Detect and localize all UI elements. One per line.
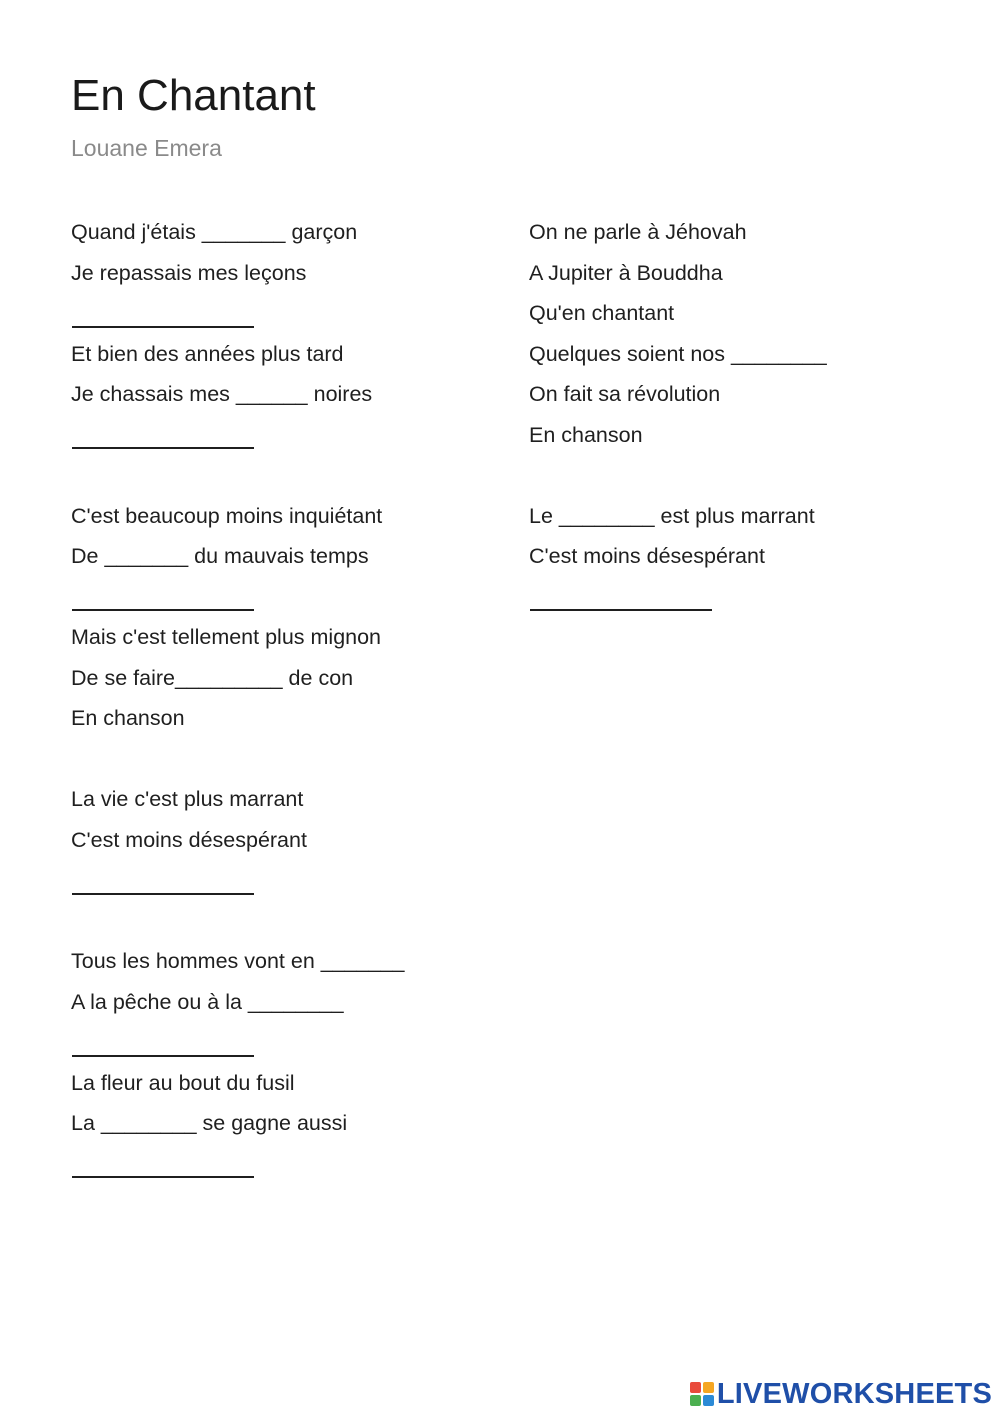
answer-blank-line (71, 860, 404, 901)
lyric-line: A la pêche ou à la ________ (71, 989, 344, 1014)
page-title: En Chantant (71, 71, 316, 120)
logo-square (703, 1382, 714, 1393)
lyric-line: C'est moins désespérant (529, 544, 765, 568)
logo-text: LIVEWORKSHEETS (716, 1378, 992, 1410)
lyric-line: La fleur au bout du fusil (71, 1070, 295, 1095)
liveworksheets-logo (690, 1379, 992, 1409)
logo-square (690, 1395, 701, 1406)
stanza-gap (71, 901, 404, 942)
answer-blank-line (529, 577, 827, 618)
liveworksheets-logo-icon (690, 1382, 714, 1406)
lyric-line: A Jupiter à Bouddha (529, 260, 723, 285)
lyric-line: Qu'en chantant (529, 301, 675, 325)
answer-blank-line (71, 1144, 404, 1185)
stanza-gap (71, 739, 404, 780)
lyric-line: De se faire_________ de con (71, 665, 354, 690)
lyrics-left-column (71, 212, 404, 1184)
lyric-line: On ne parle à Jéhovah (529, 220, 747, 244)
logo-square (703, 1395, 714, 1406)
stanza-gap (529, 455, 827, 496)
lyrics-right-column (529, 212, 827, 617)
lyric-line: Mais c'est tellement plus mignon (71, 625, 382, 649)
lyric-line: Et bien des années plus tard (71, 341, 344, 366)
blank-underline[interactable] (72, 326, 254, 328)
logo-square (690, 1382, 701, 1393)
answer-blank-line (71, 415, 404, 456)
lyric-line: La vie c'est plus marrant (71, 787, 304, 811)
artist-name: Louane Emera (71, 135, 222, 161)
blank-underline[interactable] (530, 609, 712, 611)
lyric-line: En chanson (71, 706, 185, 730)
blank-underline[interactable] (72, 447, 254, 449)
blank-underline[interactable] (72, 893, 254, 895)
lyric-line: En chanson (529, 422, 643, 447)
lyric-line: La ________ se gagne aussi (71, 1111, 348, 1135)
answer-blank-line (71, 1022, 404, 1063)
lyric-line: Le ________ est plus marrant (529, 503, 815, 528)
answer-blank-line (71, 293, 404, 334)
blank-underline[interactable] (72, 609, 254, 611)
stanza-gap (71, 455, 404, 496)
lyric-line: Tous les hommes vont en _______ (71, 949, 405, 973)
answer-blank-line (71, 577, 404, 618)
lyric-line: Je repassais mes leçons (71, 260, 307, 285)
lyric-line: Quand j'étais _______ garçon (71, 220, 358, 244)
blank-underline[interactable] (72, 1055, 254, 1057)
lyric-line: Quelques soient nos ________ (529, 341, 827, 366)
blank-underline[interactable] (72, 1176, 254, 1178)
lyric-line: C'est beaucoup moins inquiétant (71, 503, 383, 528)
lyric-line: C'est moins désespérant (71, 827, 307, 852)
lyric-line: De _______ du mauvais temps (71, 544, 369, 568)
lyric-line: On fait sa révolution (529, 382, 721, 406)
lyric-line: Je chassais mes ______ noires (71, 382, 373, 406)
